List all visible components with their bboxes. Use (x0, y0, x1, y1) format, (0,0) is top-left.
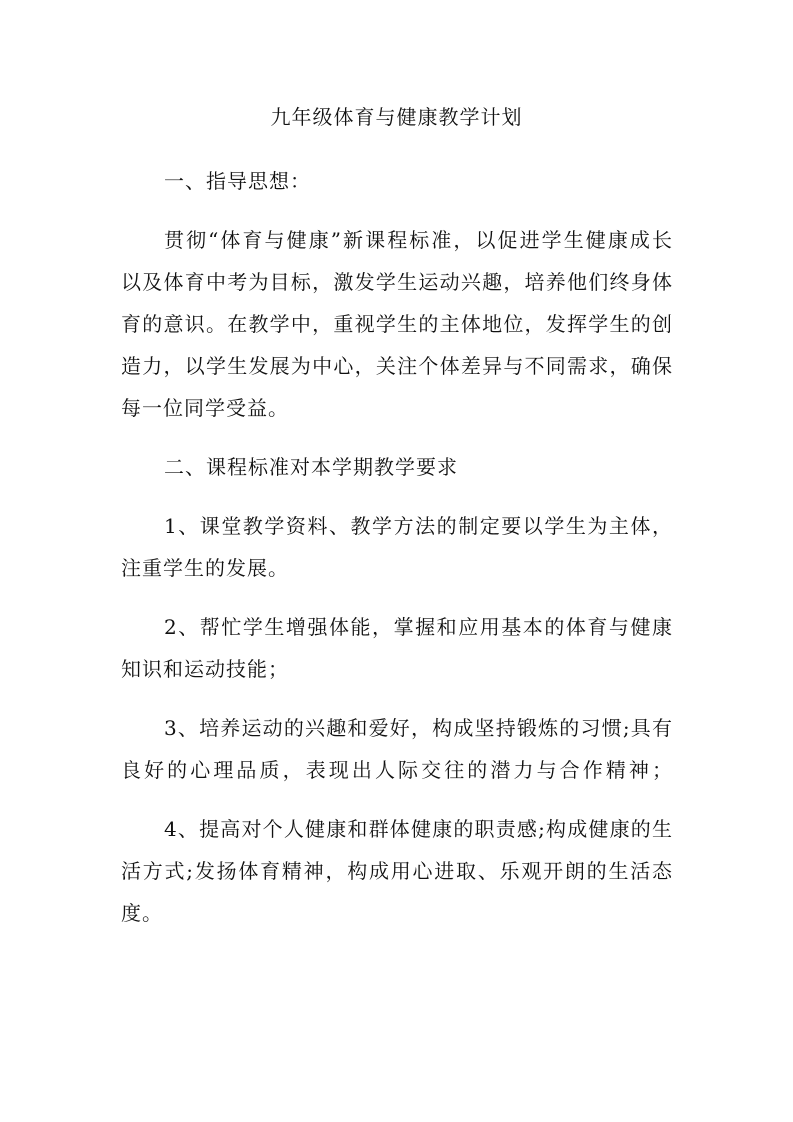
paragraph-line: 造力，以学生发展为中心，关注个体差异与不同需求，确保 (121, 354, 673, 378)
paragraph-line: 以及体育中考为目标，激发学生运动兴趣，培养他们终身体 (121, 270, 673, 294)
list-item-line: 良好的心理品质，表现出人际交往的潜力与合作精神； (121, 758, 673, 782)
list-item-line: 注重学生的发展。 (121, 556, 289, 580)
section-heading-guiding-ideology: 一、指导思想： (164, 169, 311, 193)
paragraph-line: 育的意识。在教学中，重视学生的主体地位，发挥学生的创 (121, 312, 673, 336)
list-item-line: 度。 (121, 901, 163, 925)
list-item-line: 知识和运动技能； (121, 657, 289, 681)
document-title: 九年级体育与健康教学计划 (270, 105, 523, 129)
list-item-line: 3、培养运动的兴趣和爱好，构成坚持锻炼的习惯;具有 (164, 716, 673, 740)
list-item-line: 1、课堂教学资料、教学方法的制定要以学生为主体， (164, 514, 673, 538)
list-item-line: 4、提高对个人健康和群体健康的职责感;构成健康的生 (164, 817, 673, 841)
list-item-line: 活方式;发扬体育精神，构成用心进取、乐观开朗的生活态 (121, 859, 673, 883)
list-item-line: 2、帮忙学生增强体能，掌握和应用基本的体育与健康 (164, 615, 673, 639)
paragraph-line: 贯彻“体育与健康”新课程标准，以促进学生健康成长 (164, 228, 673, 252)
paragraph-line: 每一位同学受益。 (121, 396, 289, 420)
section-heading-curriculum-requirements: 二、课程标准对本学期教学要求 (164, 455, 458, 479)
